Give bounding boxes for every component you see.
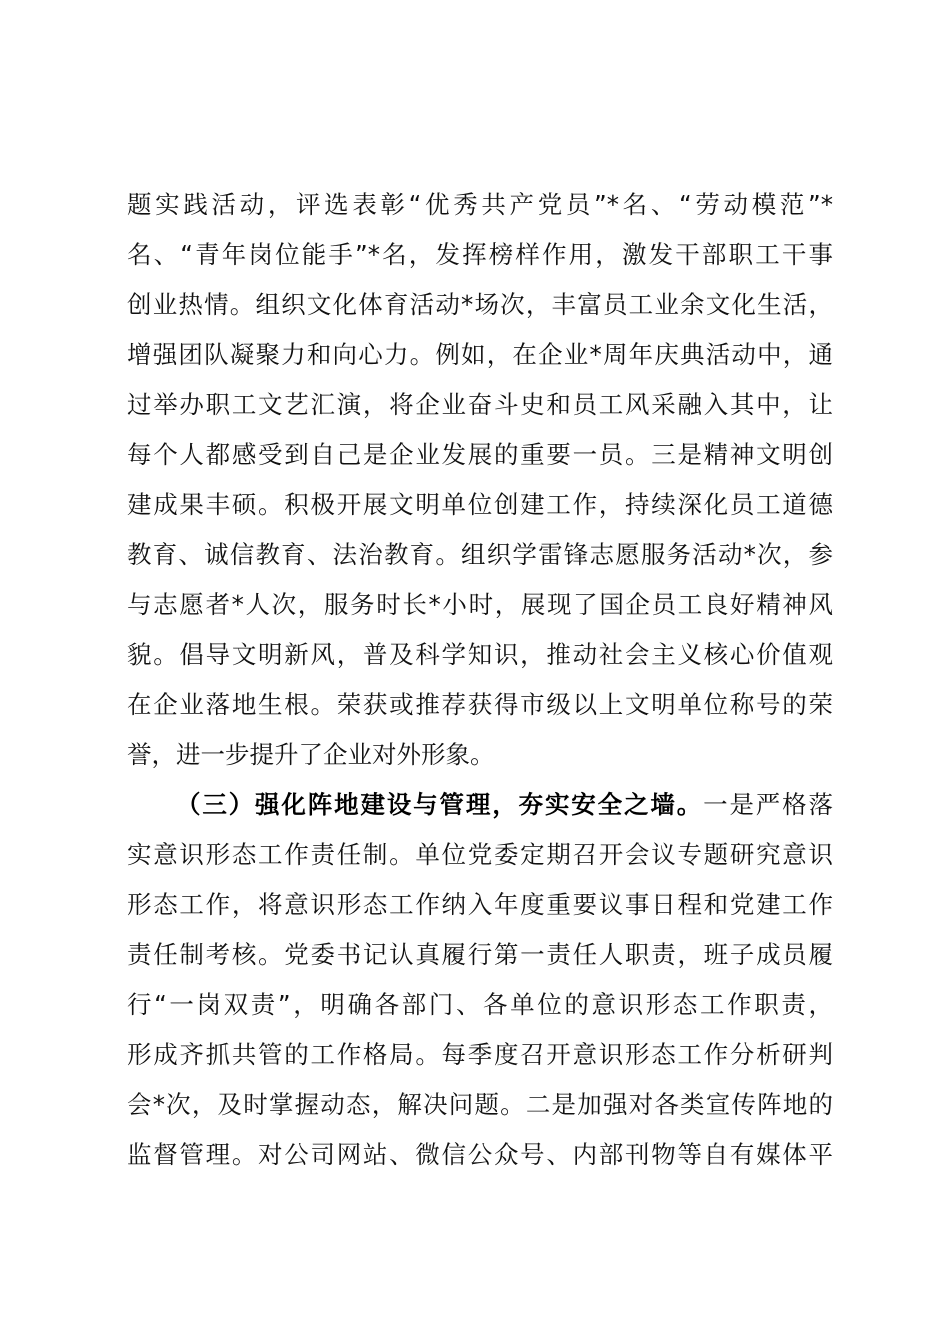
text-line: 题实践活动，评选表彰“优秀共产党员”*名、“劳动模范”*: [127, 190, 833, 219]
text-line: 会*次，及时掌握动态，解决问题。二是加强对各类宣传阵地的: [127, 1090, 833, 1119]
text-line: 名、“青年岗位能手”*名，发挥榜样作用，激发干部职工干事: [127, 240, 833, 269]
text-line: 责任制考核。党委书记认真履行第一责任人职责，班子成员履: [127, 940, 833, 969]
document-page: [127, 180, 833, 1180]
text-line: 形态工作，将意识形态工作纳入年度重要议事日程和党建工作: [127, 890, 833, 919]
text-line: 每个人都感受到自己是企业发展的重要一员。三是精神文明创: [127, 440, 833, 469]
paragraph-position-management: [127, 780, 833, 1180]
text-line: 貌。倡导文明新风，普及科学知识，推动社会主义核心价值观: [127, 640, 833, 669]
text-line: 建成果丰硕。积极开展文明单位创建工作，持续深化员工道德: [127, 490, 833, 519]
text-line: 形成齐抓共管的工作格局。每季度召开意识形态工作分析研判: [127, 1040, 833, 1069]
text-line: 监督管理。对公司网站、微信公众号、内部刊物等自有媒体平: [127, 1140, 833, 1169]
text-run: 一是严格落: [703, 790, 834, 819]
section-heading-line: [127, 780, 833, 830]
text-line: 教育、诚信教育、法治教育。组织学雷锋志愿服务活动*次，参: [127, 540, 833, 569]
text-line: 增强团队凝聚力和向心力。例如，在企业*周年庆典活动中，通: [127, 340, 833, 369]
text-line: 行“一岗双责”，明确各部门、各单位的意识形态工作职责，: [127, 990, 833, 1019]
text-line: 誉，进一步提升了企业对外形象。: [127, 740, 495, 769]
text-line: 过举办职工文艺汇演，将企业奋斗史和员工风采融入其中，让: [127, 390, 833, 419]
text-line: 实意识形态工作责任制。单位党委定期召开会议专题研究意识: [127, 840, 833, 869]
text-line: 在企业落地生根。荣获或推荐获得市级以上文明单位称号的荣: [127, 690, 833, 719]
text-line: 创业热情。组织文化体育活动*场次，丰富员工业余文化生活，: [127, 290, 833, 319]
section-heading: （三）强化阵地建设与管理，夯实安全之墙。: [176, 790, 704, 819]
text-line: 与志愿者*人次，服务时长*小时，展现了国企员工良好精神风: [127, 590, 833, 619]
paragraph-spiritual-civilization: [127, 180, 833, 780]
